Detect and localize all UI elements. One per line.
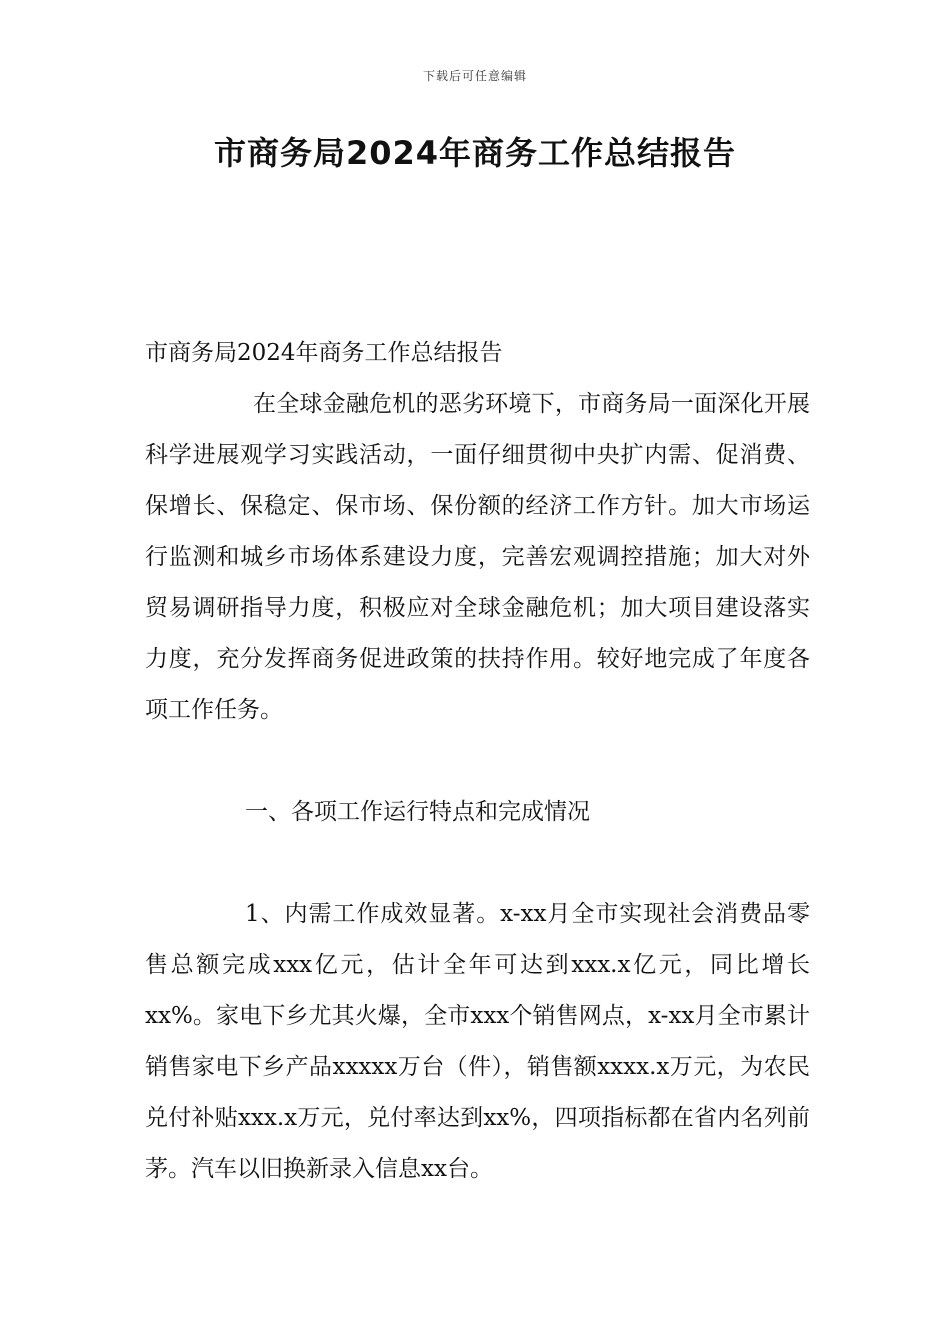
section-heading: 一、各项工作运行特点和完成情况 bbox=[245, 799, 590, 825]
document-title: 市商务局2024年商务工作总结报告 bbox=[213, 134, 737, 172]
body-subtitle: 市商务局2024年商务工作总结报告 bbox=[145, 340, 503, 366]
header-note: 下载后可任意编辑 bbox=[422, 69, 527, 83]
document-body bbox=[145, 328, 810, 1195]
item-paragraph: 1、内需工作成效显著。x-xx月全市实现社会消费品零售总额完成xxx亿元，估计全年可达到xxx.x亿元，同比增长xx%。家电下乡尤其火爆，全市xxx个销售网点，x-xx月全市累计销售家电下乡产品xxxxx万台（件），销售额xxxx.x万元，为农民兑付补贴xxx.x万元，兑付率达到xx%，四项指标都在省内名列前茅。汽车以旧换新录入信息xx台。 bbox=[145, 901, 810, 1182]
intro-paragraph: 在全球金融危机的恶劣环境下，市商务局一面深化开展科学进展观学习实践活动，一面仔细贯彻中央扩内需、促消费、保增长、保稳定、保市场、保份额的经济工作方针。加大市场运行监测和城乡市场体系建设力度，完善宏观调控措施；加大对外贸易调研指导力度，积极应对全球金融危机；加大项目建设落实力度，充分发挥商务促进政策的扶持作用。较好地完成了年度各项工作任务。 bbox=[145, 391, 810, 723]
